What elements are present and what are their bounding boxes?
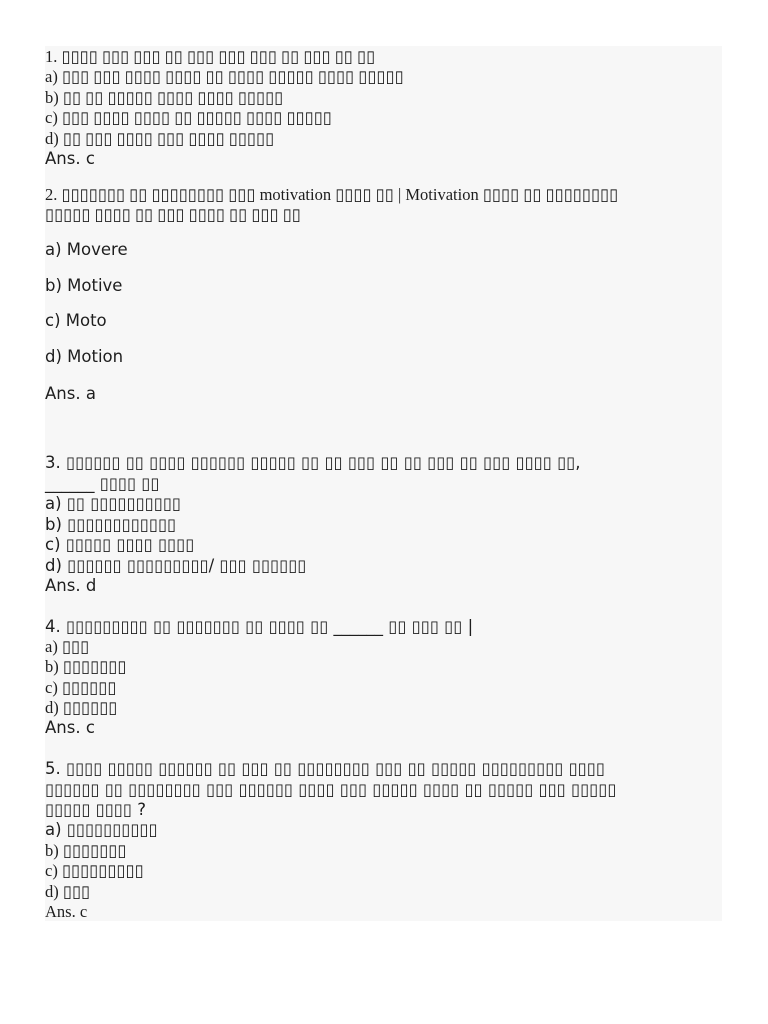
question-5-answer: Ans. c [45,902,88,921]
question-5-option-c: c) ▯▯▯▯▯▯▯▯▯ [45,861,144,880]
question-3-option-d: d) ▯▯▯▯▯▯ ▯▯▯▯▯▯▯▯▯/ ▯▯▯ ▯▯▯▯▯▯ [45,556,307,575]
question-2-answer: Ans. a [45,384,96,403]
question-2-option-b: b) Motive [45,276,123,295]
question-2-option-c: c) Moto [45,311,107,330]
question-5-text-line-3: ▯▯▯▯▯ ▯▯▯▯ ? [45,800,146,819]
question-3-option-a: a) ▯▯ ▯▯▯▯▯▯▯▯▯▯ [45,494,181,513]
question-2-option-d: d) Motion [45,347,124,366]
question-4-option-c: c) ▯▯▯▯▯▯ [45,678,117,697]
question-3-text-line-2: ______ ▯▯▯▯ ▯▯ [45,474,160,493]
question-5-option-a: a) ▯▯▯▯▯▯▯▯▯▯ [45,820,158,839]
question-5-text-line-1: 5. ▯▯▯▯ ▯▯▯▯▯ ▯▯▯▯▯▯ ▯▯ ▯▯▯ ▯▯ ▯▯▯▯▯▯▯▯ ▯▯▯ ▯▯ ▯▯▯▯▯ ▯▯▯▯▯▯▯▯▯ ▯▯▯▯ [45,759,605,778]
question-2-option-a: a) Movere [45,240,128,259]
question-3-option-b: b) ▯▯▯▯▯▯▯▯▯▯▯▯ [45,515,177,534]
question-1-option-d: d) ▯▯ ▯▯▯ ▯▯▯▯ ▯▯▯ ▯▯▯▯ ▯▯▯▯▯ [45,129,275,148]
question-1-option-a: a) ▯▯▯ ▯▯▯ ▯▯▯▯ ▯▯▯▯ ▯▯ ▯▯▯▯ ▯▯▯▯▯ ▯▯▯▯ ▯▯▯▯▯ [45,67,404,86]
question-1-answer: Ans. c [45,149,95,168]
question-4-option-b: b) ▯▯▯▯▯▯▯ [45,657,127,676]
question-3-option-c: c) ▯▯▯▯▯ ▯▯▯▯ ▯▯▯▯ [45,535,195,554]
question-1-text: 1. ▯▯▯▯ ▯▯▯ ▯▯▯ ▯▯ ▯▯▯ ▯▯▯ ▯▯▯ ▯▯ ▯▯▯ ▯▯ ▯▯ [45,47,376,66]
question-5-option-d: d) ▯▯▯ [45,882,91,901]
question-1-option-b: b) ▯▯ ▯▯ ▯▯▯▯▯ ▯▯▯▯ ▯▯▯▯ ▯▯▯▯▯ [45,88,284,107]
question-4-answer: Ans. c [45,718,95,737]
question-3-text-line-1: 3. ▯▯▯▯▯▯ ▯▯ ▯▯▯▯ ▯▯▯▯▯▯ ▯▯▯▯▯ ▯▯ ▯▯ ▯▯▯ ▯▯ ▯▯ ▯▯▯ ▯▯ ▯▯▯ ▯▯▯▯ ▯▯, [45,453,581,472]
question-3-answer: Ans. d [45,576,97,595]
question-4-option-d: d) ▯▯▯▯▯▯ [45,698,118,717]
question-5-text-line-2: ▯▯▯▯▯▯ ▯▯ ▯▯▯▯▯▯▯▯ ▯▯▯ ▯▯▯▯▯▯ ▯▯▯▯ ▯▯▯ ▯▯▯▯▯ ▯▯▯▯ ▯▯ ▯▯▯▯▯ ▯▯▯ ▯▯▯▯▯ [45,780,617,799]
question-1-option-c: c) ▯▯▯ ▯▯▯▯ ▯▯▯▯ ▯▯ ▯▯▯▯▯ ▯▯▯▯ ▯▯▯▯▯ [45,108,332,127]
question-4-option-a: a) ▯▯▯ [45,637,90,656]
question-5-option-b: b) ▯▯▯▯▯▯▯ [45,841,127,860]
question-2-text-line-2: ▯▯▯▯▯ ▯▯▯▯ ▯▯ ▯▯▯ ▯▯▯▯ ▯▯ ▯▯▯ ▯▯ [45,205,301,224]
question-2-text-line-1: 2. ▯▯▯▯▯▯▯ ▯▯ ▯▯▯▯▯▯▯▯ ▯▯▯ motivation ▯▯▯▯ ▯▯ | Motivation ▯▯▯▯ ▯▯ ▯▯▯▯▯▯▯▯ [45,185,619,204]
question-4-text: 4. ▯▯▯▯▯▯▯▯▯ ▯▯ ▯▯▯▯▯▯▯ ▯▯ ▯▯▯▯ ▯▯ ______ ▯▯ ▯▯▯ ▯▯ | [45,617,474,636]
